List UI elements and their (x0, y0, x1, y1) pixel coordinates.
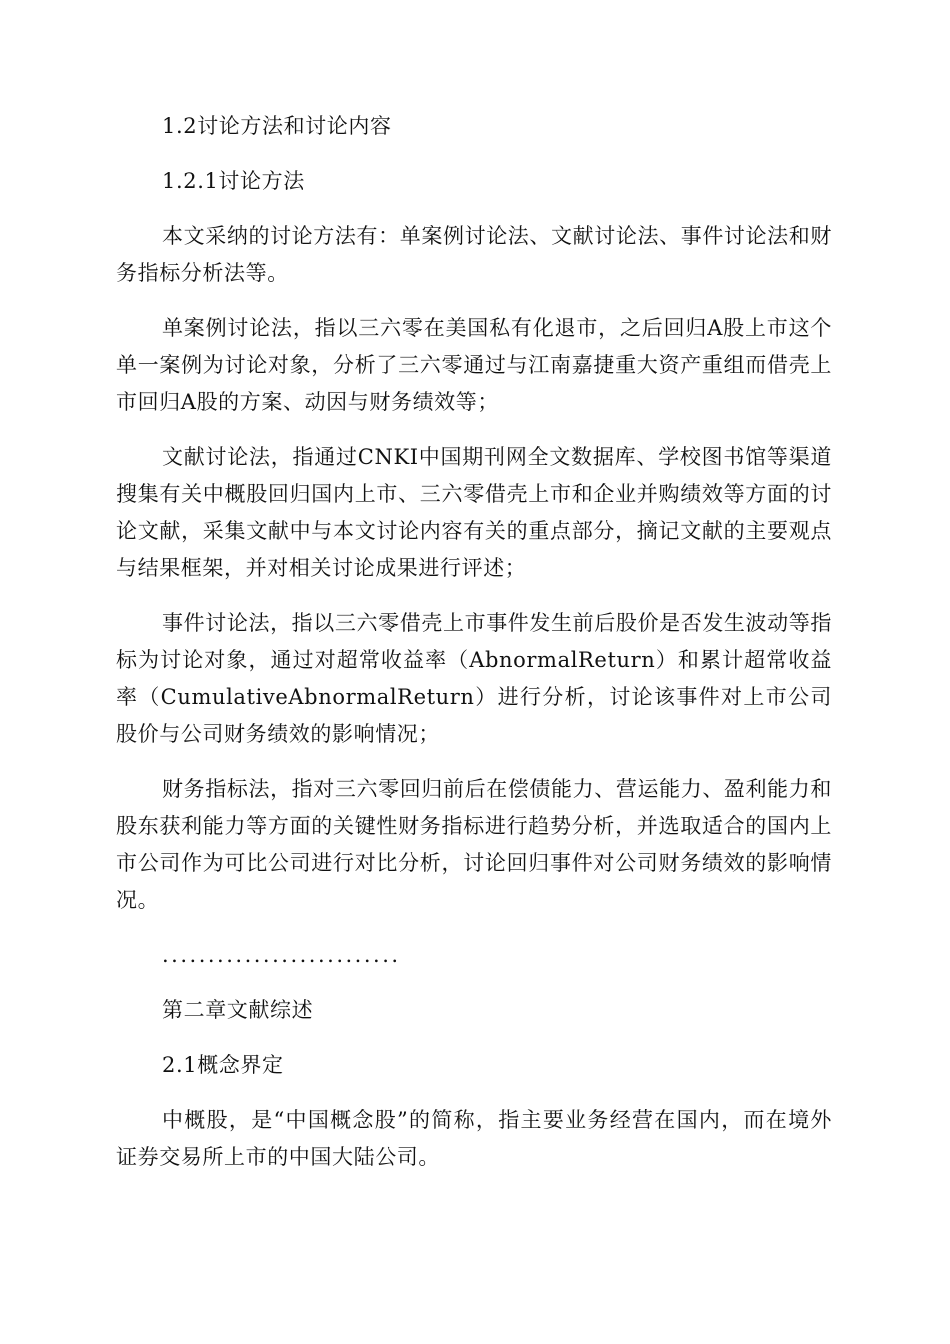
document-body (116, 108, 832, 1194)
paragraph-single-case: 单案例讨论法，指以三六零在美国私有化退市，之后回归A股上市这个单一案例为讨论对象，分析了三六零通过与江南嘉捷重大资产重组而借壳上市回归A股的方案、动因与财务绩效等； (116, 316, 832, 414)
ellipsis-divider: .......................... (162, 943, 401, 967)
paragraph-concept-definition: 中概股，是“中国概念股”的简称，指主要业务经营在国内，而在境外证券交易所上市的中国大陆公司。 (116, 1108, 832, 1169)
paragraph-methods-overview: 本文采纳的讨论方法有：单案例讨论法、文献讨论法、事件讨论法和财务指标分析法等。 (116, 224, 832, 285)
chapter-heading-2: 第二章文献综述 (162, 998, 314, 1022)
section-heading-1-2: 1.2讨论方法和讨论内容 (162, 114, 392, 138)
paragraph-financial-indicators: 财务指标法，指对三六零回归前后在偿债能力、营运能力、盈利能力和股东获利能力等方面的关键性财务指标进行趋势分析，并选取适合的国内上市公司作为可比公司进行对比分析，讨论回归事件对公司财务绩效的影响情况。 (116, 777, 832, 912)
section-heading-2-1: 2.1概念界定 (162, 1053, 284, 1077)
section-heading-1-2-1: 1.2.1讨论方法 (162, 169, 305, 193)
paragraph-literature: 文献讨论法，指通过CNKI中国期刊网全文数据库、学校图书馆等渠道搜集有关中概股回归国内上市、三六零借壳上市和企业并购绩效等方面的讨论文献，采集文献中与本文讨论内容有关的重点部分，摘记文献的主要观点与结果框架，并对相关讨论成果进行评述； (116, 445, 832, 580)
paragraph-event-study: 事件讨论法，指以三六零借壳上市事件发生前后股价是否发生波动等指标为讨论对象，通过对超常收益率（AbnormalReturn）和累计超常收益率（CumulativeAbnormalReturn）进行分析，讨论该事件对上市公司股价与公司财务绩效的影响情况； (116, 611, 832, 746)
